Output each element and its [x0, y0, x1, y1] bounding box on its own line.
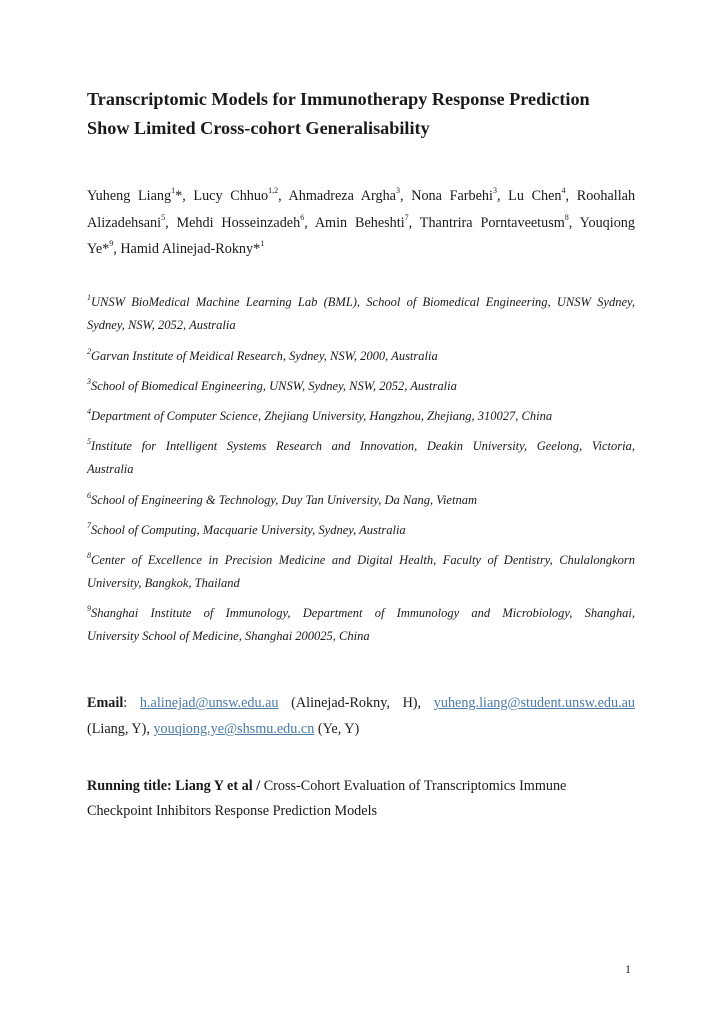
author-affiliation-sup: 7: [404, 212, 409, 222]
affiliation-number: 6: [87, 490, 91, 500]
author-name: Mehdi Hosseinzadeh: [176, 214, 301, 231]
running-title-text-1: Cross-Cohort Evaluation of Transcriptomics Immune: [263, 778, 567, 794]
author: [411, 188, 508, 204]
title-line-2: Show Limited Cross-cohort Generalisability: [87, 118, 430, 138]
author-line-3: [87, 236, 635, 263]
affiliation-5: [87, 435, 635, 481]
author-name: Nona Farbehi: [411, 188, 493, 204]
affiliation-7: [87, 519, 635, 542]
author-separator: ,: [304, 214, 315, 231]
author-affiliation-sup: 6: [300, 212, 305, 222]
author-affiliation-sup: 8: [564, 212, 569, 222]
affiliation-text: University, Bangkok, Thailand: [87, 576, 240, 590]
author-affiliation-sup: 3: [395, 186, 400, 196]
email-label: Email: [87, 695, 124, 711]
running-title: [87, 774, 647, 824]
author: [289, 188, 412, 204]
email-colon: :: [123, 695, 128, 711]
author-separator: ,: [278, 188, 289, 204]
affiliation-number: 9: [87, 603, 91, 613]
author-separator: ,: [565, 188, 577, 204]
affiliation-line: [87, 435, 635, 458]
affiliation-text: Garvan Institute of Meidical Research, Sydney, NSW, 2000, Australia: [91, 349, 438, 363]
affiliation-text: Sydney, NSW, 2052, Australia: [87, 318, 236, 332]
affiliation-1: [87, 291, 635, 337]
affiliation-text: School of Biomedical Engineering, UNSW, Sydney, NSW, 2052, Australia: [91, 379, 457, 393]
author-affiliation-sup: 3: [492, 186, 497, 196]
affiliation-number: 1: [87, 292, 91, 302]
author-name: Youqiong: [579, 214, 635, 231]
email-line-1: [87, 690, 635, 716]
email-owner-alinejad: (Alinejad-Rokny, H),: [291, 695, 422, 711]
affiliation-line: [87, 625, 635, 648]
affiliation-line: [87, 489, 635, 512]
author-separator: ,: [496, 188, 509, 204]
affiliation-line: [87, 314, 635, 337]
running-title-line-1: [87, 774, 647, 799]
author-list: [87, 183, 635, 263]
title-line-1: Transcriptomic Models for Immunotherapy Response Prediction: [87, 89, 590, 109]
author-name: Amin Beheshti: [314, 214, 405, 231]
affiliation-text: UNSW BioMedical Machine Learning Lab (BML), School of Biomedical Engineering, UNSW Sydney,: [91, 295, 635, 309]
author-separator: ,: [399, 188, 412, 204]
author-line-1: [87, 183, 635, 210]
affiliation-number: 5: [87, 436, 91, 446]
author-name: Hamid Alinejad-Rokny*: [120, 241, 261, 257]
affiliation-text: Institute for Intelligent Systems Research and Innovation, Deakin University, Geelong, Victoria,: [91, 439, 635, 453]
author: [193, 188, 288, 204]
affiliation-number: 7: [87, 520, 91, 530]
author-name: Lucy Chhuo: [193, 188, 269, 204]
author-affiliation-sup: 4: [561, 186, 566, 196]
affiliation-line: [87, 345, 635, 368]
author-line-2: [87, 210, 635, 237]
affiliation-line: [87, 572, 635, 595]
author: [176, 212, 315, 231]
affiliation-text: School of Computing, Macquarie University, Sydney, Australia: [91, 523, 406, 537]
email-link-liang[interactable]: yuheng.liang@student.unsw.edu.au: [433, 695, 636, 711]
affiliation-text: Australia: [87, 462, 134, 476]
affiliation-text: Department of Computer Science, Zhejiang University, Hangzhou, Zhejiang, 310027, China: [91, 409, 553, 423]
author-name: Yuheng Liang: [87, 188, 172, 204]
affiliation-2: [87, 345, 635, 368]
affiliation-text: Shanghai Institute of Immunology, Department of Immunology and Microbiology, Shanghai,: [91, 606, 635, 620]
affiliation-line: [87, 458, 635, 481]
affiliation-text: University School of Medicine, Shanghai 200025, China: [87, 629, 370, 643]
author: [580, 215, 635, 231]
affiliation-line: [87, 291, 635, 314]
running-title-line-2: Checkpoint Inhibitors Response Prediction Models: [87, 803, 378, 819]
affiliation-line: [87, 602, 635, 625]
affiliation-line: [87, 405, 635, 428]
author-affiliation-sup: 1: [171, 186, 176, 196]
affiliation-9: [87, 602, 635, 648]
author-name: Lu Chen: [508, 188, 562, 204]
author: [87, 212, 177, 231]
author-name: Ahmadreza Argha: [288, 188, 396, 204]
author: [419, 212, 580, 231]
author-separator: *,: [175, 188, 194, 204]
author-separator: ,: [113, 241, 121, 257]
running-title-label: Running title: Liang Y et al /: [87, 778, 261, 794]
email-link-alinejad[interactable]: h.alinejad@unsw.edu.au: [139, 695, 279, 711]
affiliation-line: [87, 375, 635, 398]
email-owner-ye: (Ye, Y): [317, 721, 360, 737]
author-name: Roohallah: [576, 188, 636, 204]
email-link-ye[interactable]: youqiong.ye@shsmu.edu.cn: [153, 721, 315, 737]
affiliation-3: [87, 375, 635, 398]
author-affiliation-sup: 1: [260, 239, 265, 249]
email-line-2: [87, 716, 635, 742]
author-separator: ,: [408, 214, 420, 231]
email-owner-liang: (Liang, Y),: [87, 721, 150, 737]
affiliation-line: [87, 549, 635, 572]
author: [87, 188, 193, 204]
author: [87, 241, 120, 257]
affiliation-4: [87, 405, 635, 428]
affiliation-number: 8: [87, 550, 91, 560]
affiliation-number: 2: [87, 346, 91, 356]
paper-title: [87, 85, 647, 143]
author: [508, 188, 577, 204]
affiliation-text: Center of Excellence in Precision Medicine and Digital Health, Faculty of Dentistry, Chulalongkorn: [91, 553, 635, 567]
affiliation-number: 4: [87, 406, 91, 416]
author-name: Thantrira Porntaveetusm: [419, 214, 565, 231]
affiliation-8: [87, 549, 635, 595]
author: [120, 241, 264, 257]
page-number: 1: [625, 962, 631, 976]
affiliation-line: [87, 519, 635, 542]
author-affiliation-sup: 5: [161, 212, 166, 222]
author-affiliation-sup: 1,2: [268, 186, 279, 196]
author-separator: ,: [568, 214, 580, 231]
affiliation-number: 3: [87, 376, 91, 386]
author: [577, 188, 635, 204]
author-separator: ,: [165, 214, 177, 231]
author-name: Alizadehsani: [87, 214, 162, 231]
author: [314, 212, 420, 231]
email-block: [87, 690, 635, 742]
affiliation-6: [87, 489, 635, 512]
affiliation-text: School of Engineering & Technology, Duy Tan University, Da Nang, Vietnam: [91, 493, 477, 507]
author-affiliation-sup: 9: [109, 239, 114, 249]
author-name: Ye*: [87, 241, 110, 257]
